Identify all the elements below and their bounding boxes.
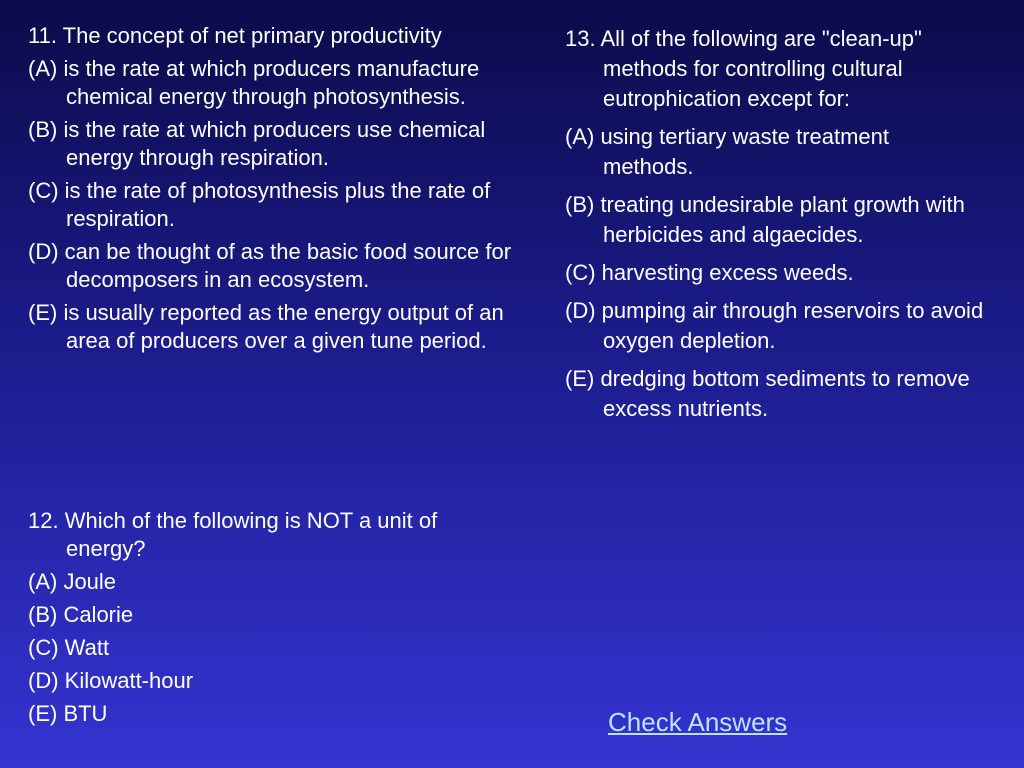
question-13-option-c: (C) harvesting excess weeds. xyxy=(565,260,854,285)
question-12-option-c: (C) Watt xyxy=(28,635,110,660)
question-11-option-b: (B) is the rate at which producers use chemical energy through respiration. xyxy=(28,117,486,170)
question-11-option-e: (E) is usually reported as the energy output of an area of producers over a given tune period. xyxy=(28,300,504,353)
question-11-option-a: (A) is the rate at which producers manufacture chemical energy through photosynthesis. xyxy=(28,56,480,109)
question-13 xyxy=(565,24,985,424)
question-13-option-d: (D) pumping air through reservoirs to avoid oxygen depletion. xyxy=(565,298,984,353)
question-11-option-c: (C) is the rate of photosynthesis plus the rate of respiration. xyxy=(28,178,491,231)
question-12-option-e: (E) BTU xyxy=(28,701,108,726)
check-answers-link[interactable]: Check Answers xyxy=(608,707,788,737)
question-13-option-a: (A) using tertiary waste treatment methods. xyxy=(565,124,890,179)
question-13-stem: 13. All of the following are "clean-up" methods for controlling cultural eutrophication except for: xyxy=(565,26,922,111)
question-13-option-e: (E) dredging bottom sediments to remove excess nutrients. xyxy=(565,366,970,421)
question-12-option-d: (D) Kilowatt-hour xyxy=(28,668,194,693)
question-13-option-b: (B) treating undesirable plant growth with herbicides and algaecides. xyxy=(565,192,965,247)
question-11-option-d: (D) can be thought of as the basic food source for decomposers in an ecosystem. xyxy=(28,239,512,292)
question-11 xyxy=(28,22,518,355)
question-12-stem: 12. Which of the following is NOT a unit of energy? xyxy=(28,508,438,561)
question-11-stem: 11. The concept of net primary productivity xyxy=(28,23,442,48)
question-12 xyxy=(28,507,518,728)
question-12-option-a: (A) Joule xyxy=(28,569,117,594)
question-12-option-b: (B) Calorie xyxy=(28,602,134,627)
